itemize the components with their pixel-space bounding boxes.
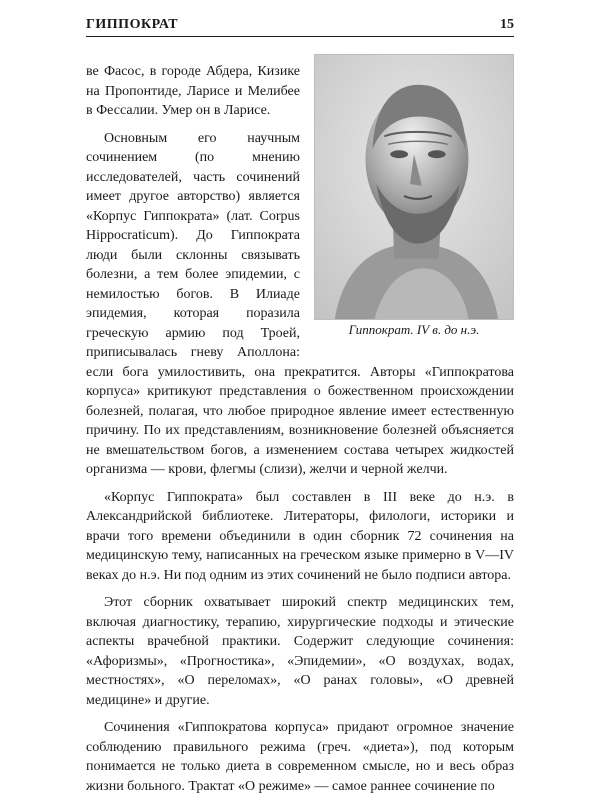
- body-text: [86, 62, 514, 796]
- figure-caption: Гиппократ. IV в. до н.э.: [348, 322, 480, 337]
- paragraph: Основным его научным сочинением (по мнению исследователей, часть сочинений имеет другое авторство) является «Корпус Гиппократа» (лат. Corpus Hippocraticum). До Гиппократа люди были склонны связывать болезни, а тем более эпидемии, с немилостью богов. В Илиаде эпидемия, которая поразила греческую армию под Троей, приписывалась гневу Аполлона: если бога умилостивить, она прекратится. Авторы «Гиппократова корпуса» критикуют представления о божественном происхождении болезней, полагая, что любое природное явление имеет естественную причину. По их представлениям, возникновение болезней объясняется не вмешательством богов, а изменением состава четырех жидкостей организма — крови, флегмы (слизи), желчи и черной желчи.: [86, 130, 514, 477]
- page-header: [86, 14, 514, 37]
- paragraph: Этот сборник охватывает широкий спектр медицинских тем, включая диагностику, терапию, хирургические подходы и этические аспекты врачебной практики. Содержит следующие сочинения: «Афоризмы», «Прогностика», «Эпидемии», «О воздухах, водах, местностях», «О переломах», «О ранах головы», «О древней медицине» и другие.: [86, 595, 514, 708]
- paragraph: ве Фасос, в городе Абдера, Кизике на Пропонтиде, Ларисе и Мелибее в Фессалии. Умер он в Ларисе.: [86, 64, 300, 118]
- running-title: ГИППОКРАТ: [86, 17, 179, 32]
- paragraph: Сочинения «Гиппократова корпуса» придают огромное значение соблюдению правильного режима (греч. «диета»), под которым понимается не только диета в современном смысле, но и весь образ жизни больного. Трактат «О режиме» — самое раннее сочинение по: [86, 720, 514, 794]
- figure-spacer: [300, 62, 514, 347]
- page-number: 15: [500, 17, 514, 32]
- paragraph: «Корпус Гиппократа» был составлен в III веке до н.э. в Александрийской библиотеке. Литераторы, филологи, историки и врачи того времени объединили в один сборник 72 сочинения на медицинскую тему, написанных на греческом языке примерно в V—IV веках до н.э. Ни под одним из этих сочинений не было подписи автора.: [86, 489, 514, 583]
